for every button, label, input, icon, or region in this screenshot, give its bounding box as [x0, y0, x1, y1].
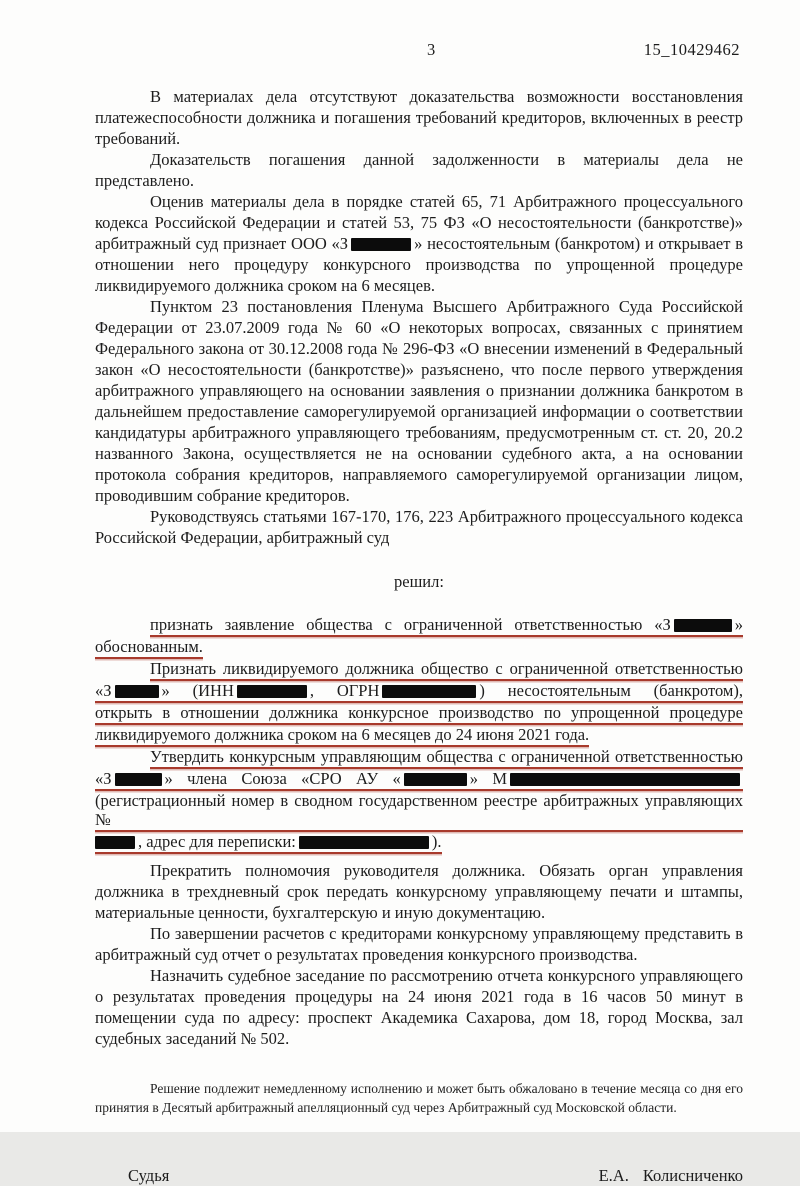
- ruling-text: обоснованным.: [95, 637, 203, 656]
- ruling-text: ).: [431, 832, 442, 851]
- judge-label: Судья: [128, 1166, 170, 1185]
- body-paragraph-8: Назначить судебное заседание по рассмотрению отчета конкурсного управляющего о результатах проведения процедуры на 24 июня 2021 года в 16 часов 50 минут в помещении суда по адресу: проспект Академика Сахарова, дом 18, город Москва, зал судебных заседаний № 502.: [95, 966, 743, 1048]
- ruling-line-10: [95, 832, 743, 854]
- ruling-text: открыть в отношении должника конкурсное производство по упрощенной процедуре: [95, 703, 743, 722]
- ruling-line-8: [95, 769, 743, 791]
- redaction-bar: [237, 685, 307, 698]
- signature-row: [95, 1165, 743, 1186]
- ruling-line-6: [95, 725, 743, 747]
- ruling-text: , адрес для переписки:: [138, 832, 296, 851]
- ruling-text: » члена Союза «СРО АУ «: [164, 769, 401, 788]
- redaction-bar: [115, 773, 162, 786]
- redaction-bar: [299, 836, 429, 849]
- redaction-bar: [115, 685, 159, 698]
- ruling-text: «З: [95, 681, 112, 700]
- ruling-text: » М: [469, 769, 507, 788]
- judge-surname: Колисниченко: [642, 1166, 743, 1185]
- ruling-section: [95, 615, 743, 854]
- body-paragraph-4: Пунктом 23 постановления Пленума Высшего Арбитражного Суда Российской Федерации от 23.07.2009 года № 60 «О некоторых вопросах, связанных с принятием Федерального закона от 30.12.2008 года № 296-ФЗ «О внесении изменений в Федеральный закон «О несостоятельности (банкротстве)» разъяснено, что после первого утверждения арбитражного управляющего на основании заявления о признании должника банкротом в дальнейшем предоставление саморегулируемой организацией информации о соответствии кандидатуры арбитражного управляющего требованиям, предусмотренным ст. ст. 20, 20.2 названного Закона, осуществляется не на основании судебного акта, а на основании протокола собрания кредиторов, направляемого саморегулируемой организации лицом, проводившим собрание кредиторов.: [95, 297, 743, 505]
- redaction-bar: [404, 773, 467, 786]
- ruling-text: , ОГРН: [309, 681, 380, 700]
- judge-name: [599, 1165, 743, 1186]
- body-paragraph-6: Прекратить полномочия руководителя должника. Обязать орган управления должника в трехдневный срок передать конкурсному управляющему печати и штампы, материальные ценности, бухгалтерскую и иную документацию.: [95, 861, 743, 922]
- ruling-line-3: [95, 659, 743, 681]
- body-paragraph-7: По завершении расчетов с кредиторами конкурсному управляющему представить в арбитражный суд отчет о результатах проведения конкурсного производства.: [95, 924, 743, 964]
- ruling-text: »: [734, 615, 743, 634]
- body-paragraph-2: Доказательств погашения данной задолженности в материалы дела не представлено.: [95, 150, 743, 190]
- paragraph-text: Оценив материалы дела в порядке статей 65, 71 Арбитражного процессуального кодекса Российской Федерации и статей 53, 75 ФЗ «О несостоятельности (банкротстве)» арбитражный суд признает ООО «З: [95, 192, 743, 253]
- document-number: 15_10429462: [643, 40, 740, 59]
- ruling-text: (регистрационный номер в сводном государственном реестре арбитражных управляющих №: [95, 791, 743, 829]
- ruling-line-4: [95, 681, 743, 703]
- page-header: [95, 40, 743, 62]
- paragraph-text: » несостоятельным (банкротом) и открывает в отношении него процедуру конкурсного производства по упрощенной процедуре ликвидируемого должника сроком на 6 месяцев.: [95, 234, 743, 295]
- redaction-bar: [382, 685, 476, 698]
- page-number: 3: [427, 40, 436, 59]
- redaction-bar: [674, 619, 732, 632]
- ruling-text: » (ИНН: [161, 681, 234, 700]
- appeal-note: Решение подлежит немедленному исполнению и может быть обжаловано в течение месяца со дня его принятия в Десятый арбитражный апелляционный суд через Арбитражный суд Московской области.: [95, 1081, 743, 1115]
- body-paragraph-1: В материалах дела отсутствуют доказательства возможности восстановления платежеспособности должника и погашения требований кредиторов, включенных в реестр требований.: [95, 87, 743, 148]
- ruling-line-2: [95, 637, 743, 659]
- body-paragraph-5: Руководствуясь статьями 167-170, 176, 223 Арбитражного процессуального кодекса Российской Федерации, арбитражный суд: [95, 507, 743, 547]
- redaction-bar: [510, 773, 740, 786]
- ruling-text: Признать ликвидируемого должника общество с ограниченной ответственностью: [150, 659, 743, 678]
- ruling-line-9: [95, 791, 743, 832]
- ruling-line-1: [95, 615, 743, 637]
- resolution-heading: решил:: [394, 572, 444, 591]
- ruling-text: признать заявление общества с ограниченной ответственностью «З: [150, 615, 671, 634]
- ruling-text: ) несостоятельным (банкротом),: [479, 681, 743, 700]
- ruling-text: Утвердить конкурсным управляющим общества с ограниченной ответственностью: [150, 747, 743, 766]
- ruling-line-7: [95, 747, 743, 769]
- body-paragraph-3: [95, 191, 743, 296]
- judge-initials: Е.А.: [598, 1166, 629, 1185]
- redaction-bar: [95, 836, 135, 849]
- ruling-line-5: [95, 703, 743, 725]
- ruling-text: ликвидируемого должника сроком на 6 месяцев до 24 июня 2021 года.: [95, 725, 590, 744]
- redaction-bar: [351, 238, 411, 251]
- ruling-text: «З: [95, 769, 112, 788]
